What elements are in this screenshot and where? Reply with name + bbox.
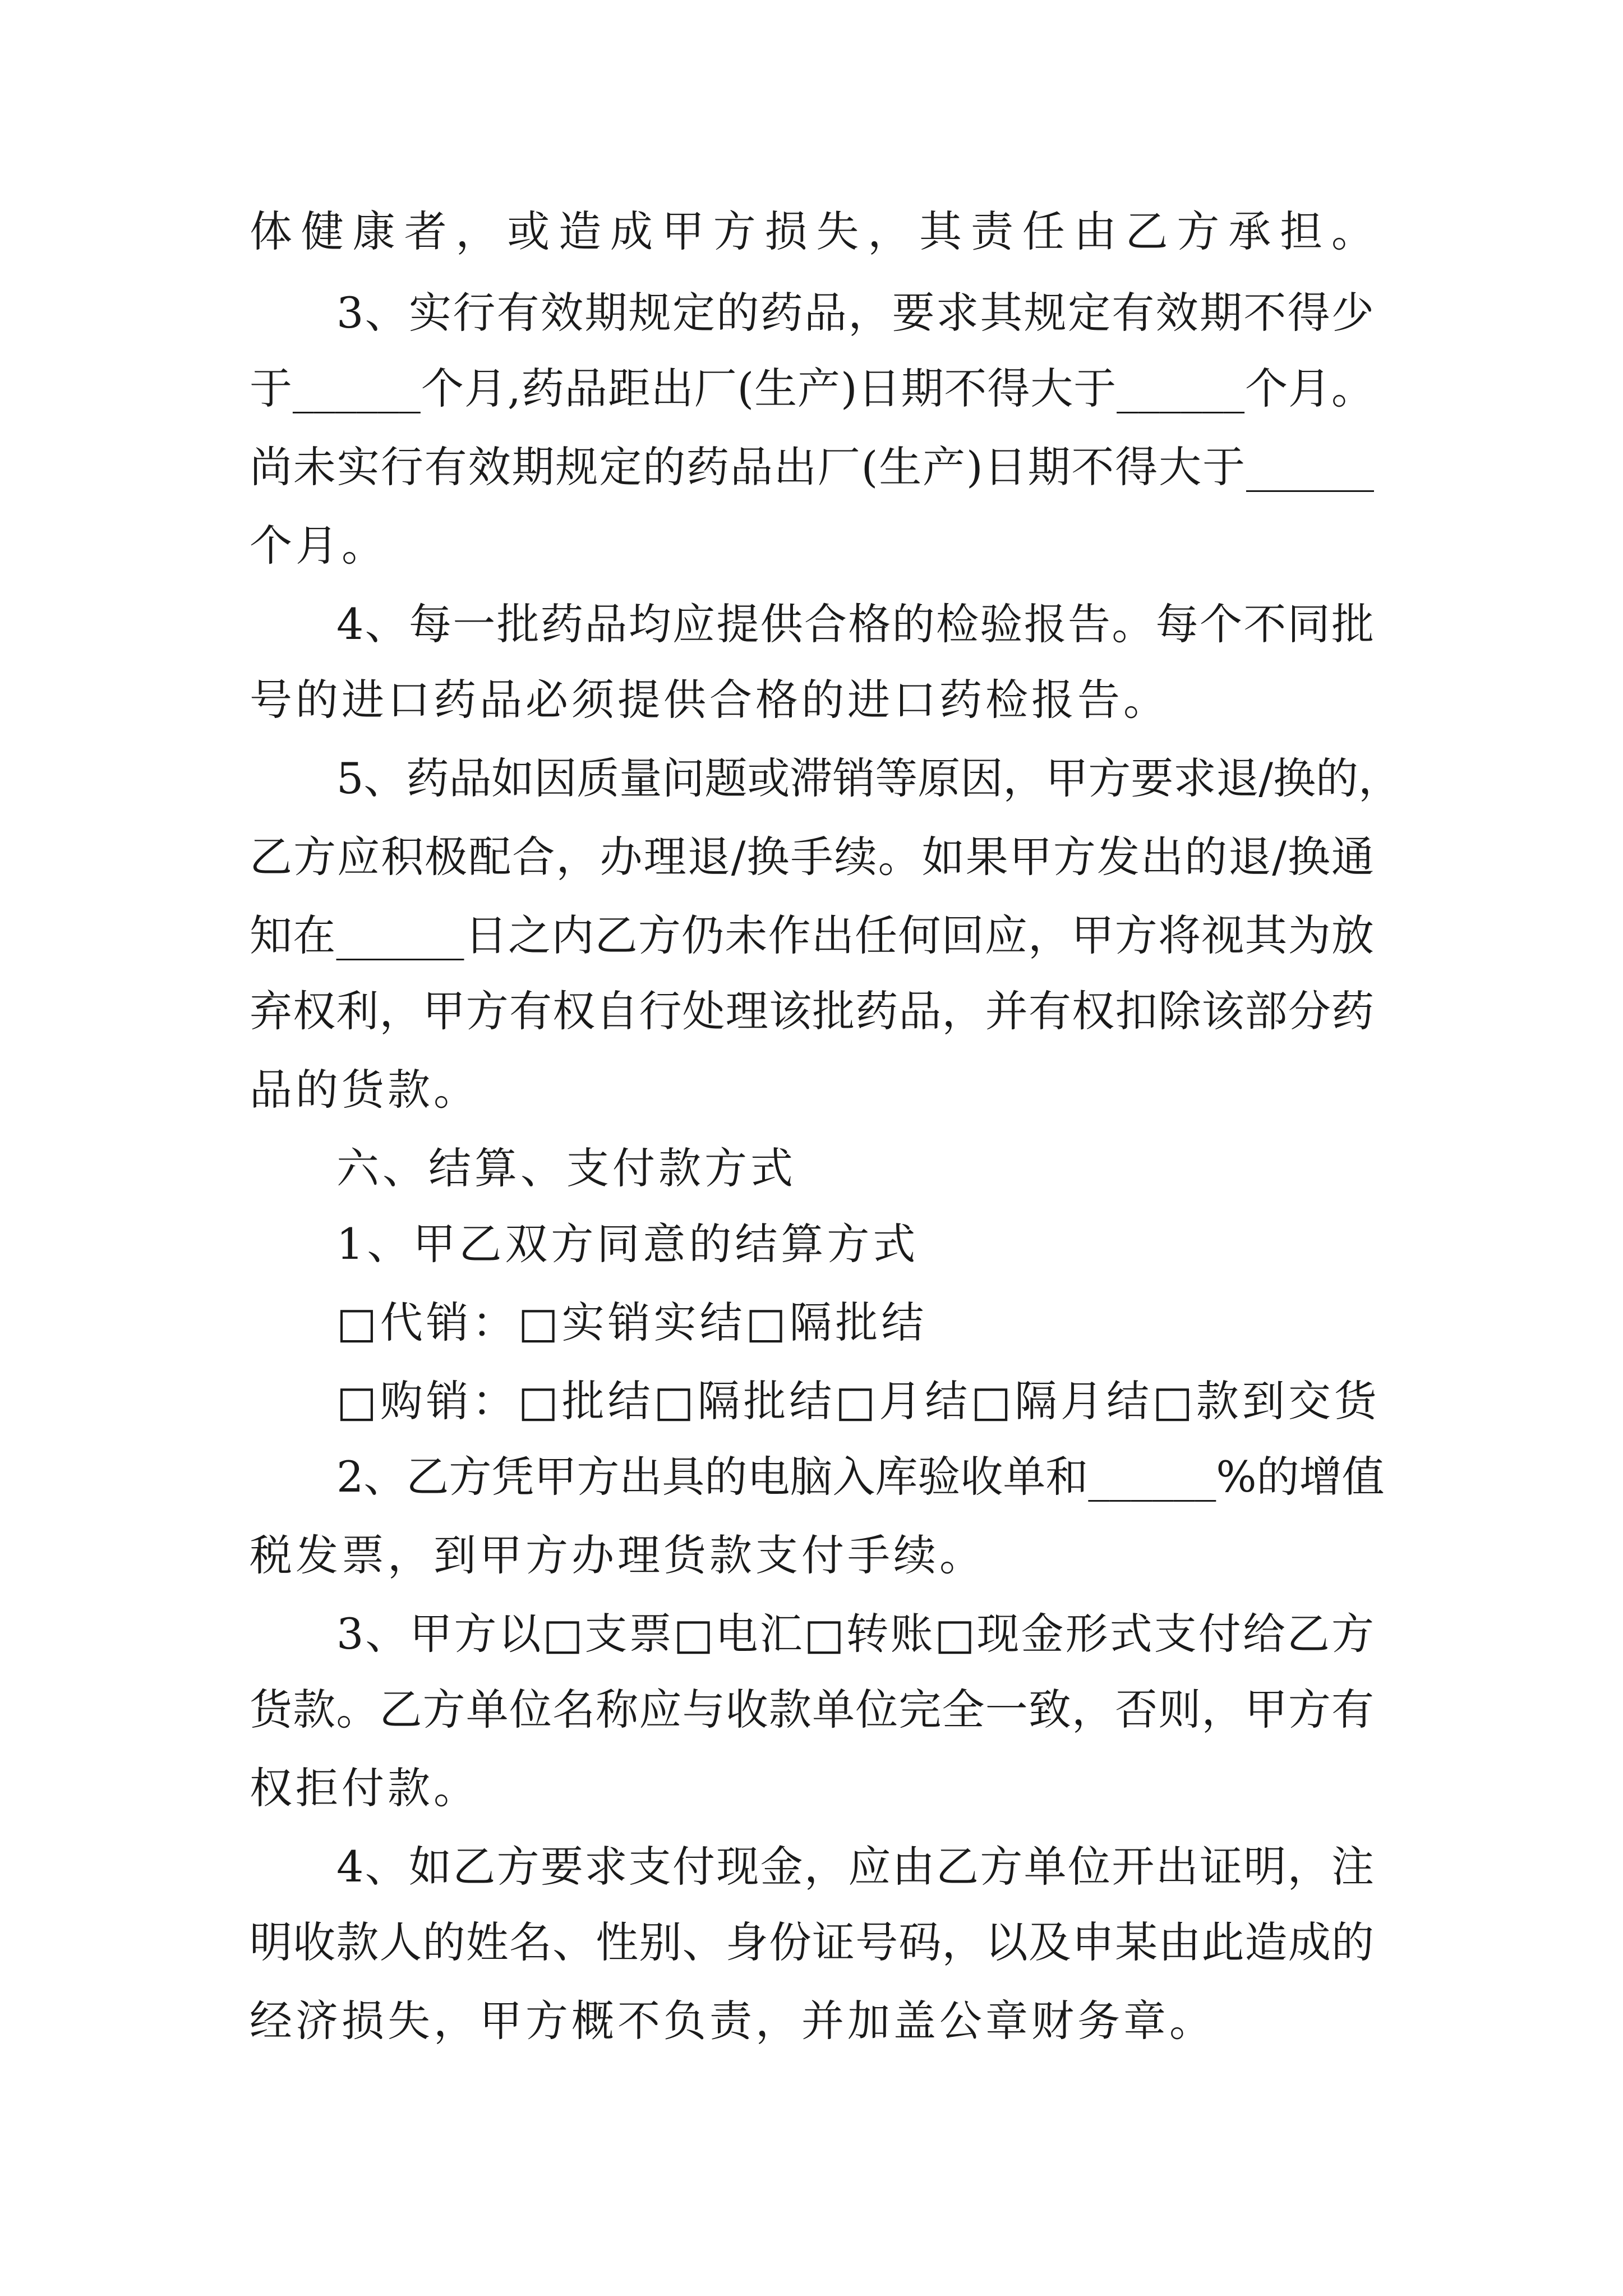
text-line: 体健康者，或造成甲方损失，其责任由乙方承担。 bbox=[250, 206, 1374, 256]
text-line: 知在______日之内乙方仍未作出任何回应，甲方将视其为放 bbox=[250, 910, 1374, 960]
section-heading: 六、结算、支付款方式 bbox=[336, 1143, 796, 1193]
text-line: 品的货款。 bbox=[250, 1065, 479, 1115]
text-line: 乙方应积极配合，办理退/换手续。如果甲方发出的退/换通 bbox=[250, 832, 1374, 882]
text-line: 明收款人的姓名、性别、身份证号码，以及申某由此造成的 bbox=[250, 1917, 1374, 1967]
text-line: 2、乙方凭甲方出具的电脑入库验收单和______%的增值 bbox=[336, 1452, 1385, 1502]
text-line: 4、如乙方要求支付现金，应由乙方单位开出证明，注 bbox=[336, 1842, 1374, 1892]
text-line: 权拒付款。 bbox=[250, 1763, 479, 1813]
text-line: 5、药品如因质量问题或滞销等原因，甲方要求退/换的， bbox=[336, 753, 1401, 803]
text-line: 弃权利，甲方有权自行处理该批药品，并有权扣除该部分药 bbox=[250, 986, 1374, 1036]
text-line: 3、实行有效期规定的药品，要求其规定有效期不得少 bbox=[336, 288, 1374, 338]
text-line: 1、甲乙双方同意的结算方式 bbox=[336, 1219, 919, 1269]
text-line: 经济损失，甲方概不负责，并加盖公章财务章。 bbox=[250, 1996, 1215, 2046]
text-line: 个月。 bbox=[250, 521, 388, 570]
text-line: 尚未实行有效期规定的药品出厂(生产)日期不得大于______ bbox=[250, 442, 1374, 492]
text-line: 4、每一批药品均应提供合格的检验报告。每个不同批 bbox=[336, 599, 1374, 649]
text-line: 号的进口药品必须提供合格的进口药检报告。 bbox=[250, 675, 1169, 725]
checkbox-option-line: □购销：□批结□隔批结□月结□隔月结□款到交货 bbox=[336, 1376, 1380, 1426]
text-line: 3、甲方以□支票□电汇□转账□现金形式支付给乙方 bbox=[336, 1609, 1374, 1659]
text-line: 税发票，到甲方办理货款支付手续。 bbox=[250, 1530, 985, 1580]
text-line: 于______个月,药品距出厂(生产)日期不得大于______个月。 bbox=[250, 364, 1374, 413]
checkbox-option-line: □代销：□实销实结□隔批结 bbox=[336, 1297, 928, 1347]
text-line: 货款。乙方单位名称应与收款单位完全一致，否则，甲方有 bbox=[250, 1685, 1374, 1734]
